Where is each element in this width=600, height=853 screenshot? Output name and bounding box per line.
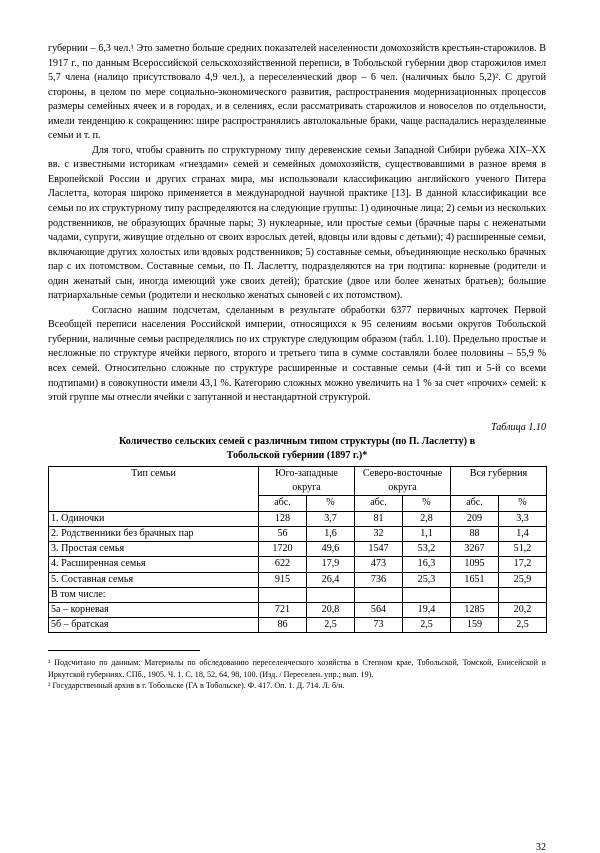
cell-sw-abs: 721	[259, 602, 307, 617]
row-label: 5б – братская	[49, 618, 259, 633]
cell-ne-pct: 16,3	[403, 557, 451, 572]
table-row	[49, 526, 547, 541]
row-label: В том числе:	[49, 587, 259, 602]
table-row	[49, 542, 547, 557]
cell-sw-pct: 2,5	[307, 618, 355, 633]
cell-ne-abs: 32	[355, 526, 403, 541]
row-label: 2. Родственники без брачных пар	[49, 526, 259, 541]
table-row	[49, 557, 547, 572]
cell-all-abs	[451, 587, 499, 602]
cell-all-pct: 20,2	[499, 602, 547, 617]
table-row	[49, 618, 547, 633]
cell-all-pct: 51,2	[499, 542, 547, 557]
cell-ne-pct: 19,4	[403, 602, 451, 617]
cell-all-abs: 209	[451, 511, 499, 526]
cell-all-pct	[499, 587, 547, 602]
row-label: 1. Одиночки	[49, 511, 259, 526]
cell-sw-pct: 3,7	[307, 511, 355, 526]
cell-all-abs: 159	[451, 618, 499, 633]
cell-sw-abs: 128	[259, 511, 307, 526]
document-page	[48, 42, 547, 853]
table-number-label: Таблица 1.10	[491, 421, 546, 433]
cell-ne-abs: 81	[355, 511, 403, 526]
cell-ne-abs	[355, 587, 403, 602]
cell-all-pct: 25,9	[499, 572, 547, 587]
cell-sw-abs: 915	[259, 572, 307, 587]
cell-sw-pct: 26,4	[307, 572, 355, 587]
row-label: 4. Расширенная семья	[49, 557, 259, 572]
cell-all-pct: 2,5	[499, 618, 547, 633]
row-label: 5. Составная семья	[49, 572, 259, 587]
cell-ne-abs: 736	[355, 572, 403, 587]
table-caption-line-2: Тобольской губернии (1897 г.)*	[226, 449, 368, 461]
subheader-ne-abs: абс.	[355, 496, 403, 511]
cell-ne-pct: 2,5	[403, 618, 451, 633]
cell-sw-pct: 17,9	[307, 557, 355, 572]
table-caption	[48, 435, 546, 463]
footnote-2: ² Государственный архив в г. Тобольске (ГА в Тобольске). Ф. 417. Оп. 1. Д. 714. Л. б/н.	[48, 680, 345, 690]
cell-ne-pct: 2,8	[403, 511, 451, 526]
row-label: 3. Простая семья	[49, 542, 259, 557]
cell-ne-abs: 564	[355, 602, 403, 617]
footnote-1: ¹ Подсчитано по данным: Материалы по обследованию переселенческого хозяйства в Степном крае, Тобольской, Томской, Енисейской и Иркутской губерниях. СПб., 1905. Ч. 1. С. 18, 52, 64, 98, 100. (Изд. / Переселен. упр.; вып. 19).	[48, 658, 546, 679]
cell-sw-abs	[259, 587, 307, 602]
subheader-ne-pct: %	[403, 496, 451, 511]
cell-sw-abs: 86	[259, 618, 307, 633]
cell-all-abs: 1651	[451, 572, 499, 587]
cell-all-abs: 1285	[451, 602, 499, 617]
cell-all-pct: 1,4	[499, 526, 547, 541]
table-row	[49, 602, 547, 617]
cell-ne-abs: 73	[355, 618, 403, 633]
cell-ne-pct: 1,1	[403, 526, 451, 541]
table-row	[49, 572, 547, 587]
header-southwest-okrugs: Юго-западные округа	[259, 467, 355, 496]
header-northeast-okrugs: Северо-восточные округа	[355, 467, 451, 496]
subheader-all-pct: %	[499, 496, 547, 511]
cell-sw-pct: 20,8	[307, 602, 355, 617]
paragraph-1: губернии – 6,3 чел.¹ Это заметно больше средних показателей населенности домохозяйств крестьян-старожилов. В 1917 г., по данным Всероссийской сельскохозяйственной переписи, в Тобольской губернии двор старожилов имел 5,7 члена (налицо присутствовало 4,9 чел.), а переселенческий двор – 6 чел. (наличных было 5,2)². С другой стороны, в целом по мере социально-экономического развития, распространения модернизационных процессов размеры семейных ячеек и в городах, и в селениях, если рассматривать старожилов и новоселов по отдельности, имели тенденцию к сокращению: шире распространялись автолокальные браки, чаще распадались неразделенные семьи и т. п.	[48, 43, 546, 142]
cell-sw-abs: 1720	[259, 542, 307, 557]
page-number: 32	[535, 842, 546, 853]
subheader-sw-pct: %	[307, 496, 355, 511]
cell-all-abs: 1095	[451, 557, 499, 572]
cell-sw-abs: 56	[259, 526, 307, 541]
row-label: 5а – корневая	[49, 602, 259, 617]
cell-all-abs: 3267	[451, 542, 499, 557]
family-structure-table	[48, 466, 547, 633]
table-header-group-row	[49, 467, 547, 496]
footnote-separator-rule	[48, 650, 200, 651]
cell-ne-abs: 473	[355, 557, 403, 572]
cell-sw-pct: 49,6	[307, 542, 355, 557]
cell-ne-abs: 1547	[355, 542, 403, 557]
cell-all-abs: 88	[451, 526, 499, 541]
cell-ne-pct: 25,3	[403, 572, 451, 587]
subheader-sw-abs: абс.	[259, 496, 307, 511]
table-caption-line-1: Количество сельских семей с различным типом структуры (по П. Ласлетту) в	[118, 435, 476, 447]
paragraph-3: Согласно нашим подсчетам, сделанным в результате обработки 6377 первичных карточек Первой Всеобщей переписи населения Российской империи, относящихся к 95 селениям восьми округов Тобольской губернии, наличные семьи распределялись по их структуре следующим образом (табл. 1.10). Предельно простые и несложные по структуре ячейки первого, второго и третьего типа в сумме составляли более половины – 55,9 % всех семей. Относительно сложные по структуре расширенные и составные семьи (4-й тип и 5-й со всеми подтипами) в совокупности имели 43,1 %. Категорию сложных можно увеличить на 1 % за счет «прочих» семей: к этой группе мы отнесли ячейки с запутанной и нестандартной структурой.	[48, 304, 546, 404]
table-row	[49, 511, 547, 526]
cell-sw-pct: 1,6	[307, 526, 355, 541]
paragraph-2: Для того, чтобы сравнить по структурному типу деревенские семьи Западной Сибири рубежа XIX–XX вв. с известными историкам «гнездами» семей и семейных домохозяйств, существовавшими в разное время в Европейской России и других странах мира, мы использовали классификацию английского ученого Питера Ласлетта, которая широко применяется в международной научной практике [13]. В данной классификации все семьи по их структурному типу распределяются на следующие группы: 1) одиночные лица; 2) семьи из нескольких родственников, не образующих брачные пары; 3) нуклеарные, или простые семьи (брачные пары с неженатыми чадами, супруги, живущие отдельно от своих взрослых детей, вдовцы или вдовы с детьми); 4) расширенные семьи, включающие других холостых или вдовых родственников; 5) составные семьи, объединяющие несколько брачных пар с их потомством. Составные семьи, по П. Ласлетту, подразделяются на три подтипа: корневые (родители и один женатый сын, иногда имеющий уже своих детей); братские (двое или более женатых братьев); большие патриархальные семьи (родители и несколько женатых сыновей с их потомством).	[48, 144, 547, 302]
cell-sw-abs: 622	[259, 557, 307, 572]
subheader-all-abs: абс.	[451, 496, 499, 511]
cell-ne-pct: 53,2	[403, 542, 451, 557]
table-row	[49, 587, 547, 602]
cell-all-pct: 3,3	[499, 511, 547, 526]
cell-sw-pct	[307, 587, 355, 602]
cell-ne-pct	[403, 587, 451, 602]
cell-all-pct: 17,2	[499, 557, 547, 572]
header-whole-province: Вся губерния	[451, 467, 547, 496]
header-family-type: Тип семьи	[49, 467, 259, 512]
